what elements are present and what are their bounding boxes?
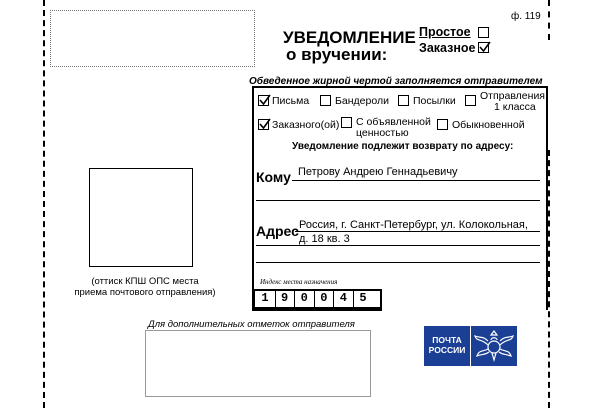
left-cut-line: [43, 0, 45, 408]
stamp-caption-1: (оттиск КПШ ОПС места: [91, 276, 199, 287]
item-first-class-label-1: Отправления: [480, 90, 545, 102]
russian-post-logo: [424, 326, 470, 366]
right-cut-line: [548, 150, 550, 408]
item-letters-label: Письма: [272, 95, 310, 107]
postcode-digit[interactable]: 1: [261, 291, 269, 305]
address-underline-3: [256, 262, 540, 263]
value-registered-checkbox[interactable]: [258, 119, 269, 130]
postcode-separator: [294, 289, 295, 308]
postcode-separator: [333, 289, 334, 308]
logo-line-1: ПОЧТА: [432, 335, 462, 345]
postcode-digit[interactable]: 0: [320, 291, 328, 305]
item-parcels-small-label: Бандероли: [335, 95, 389, 107]
postcode-digit[interactable]: 9: [280, 291, 289, 305]
recipient-underline-1: [292, 180, 540, 181]
postcode-digit[interactable]: 5: [359, 291, 367, 305]
form-number: ф. 119: [511, 11, 541, 22]
right-cut-line-top: [548, 0, 550, 40]
address-label: Адрес: [256, 223, 299, 239]
title-line-2: о вручении:: [286, 45, 388, 64]
value-declared-label-2: ценностью: [356, 127, 409, 139]
option-registered-label: Заказное: [419, 41, 476, 55]
address-line-1[interactable]: Россия, г. Санкт-Петербург, ул. Колокольная,: [299, 219, 528, 231]
item-letters-checkbox[interactable]: [258, 95, 269, 106]
option-simple-label: Простое: [419, 25, 471, 39]
item-parcels-label: Посылки: [413, 95, 456, 107]
eagle-emblem-icon: [471, 326, 517, 366]
postcode-separator: [314, 289, 315, 308]
address-underline-1: [295, 231, 540, 232]
recipient-underline-2: [256, 200, 540, 201]
value-declared-checkbox[interactable]: [341, 117, 352, 128]
check-icon: [258, 117, 272, 131]
option-registered-checkbox[interactable]: [478, 42, 489, 53]
check-icon: [478, 40, 492, 54]
option-simple-checkbox[interactable]: [478, 27, 489, 38]
recipient-label: Кому: [256, 169, 291, 185]
value-registered-label: Заказного(ой): [272, 119, 340, 131]
logo-line-2: РОССИИ: [428, 345, 466, 355]
title-line-1: УВЕДОМЛЕНИЕ: [283, 28, 416, 47]
stamp-box: [89, 168, 193, 267]
value-declared-label-1: С объявленной: [356, 116, 431, 128]
item-parcels-small-checkbox[interactable]: [320, 95, 331, 106]
address-underline-2: [256, 245, 540, 246]
sender-note: Обведенное жирной чертой заполняется отправителем: [249, 76, 543, 87]
extra-marks-box: [145, 330, 371, 397]
address-line-2[interactable]: д. 18 кв. 3: [299, 233, 350, 245]
postcode-label: Индекс места назначения: [260, 278, 338, 286]
postcode-digit[interactable]: 0: [300, 291, 308, 305]
recipient-value[interactable]: Петрову Андрею Геннадьевичу: [298, 166, 458, 178]
extra-marks-label: Для дополнительных отметок отправителя: [148, 319, 355, 330]
return-notice: Уведомление подлежит возврату по адресу:: [292, 141, 514, 152]
item-first-class-checkbox[interactable]: [465, 95, 476, 106]
item-first-class-label-2: 1 класса: [494, 101, 536, 113]
stamp-caption-2: приема почтового отправления): [74, 287, 216, 298]
check-icon: [258, 93, 272, 107]
postcode-separator: [275, 289, 276, 308]
sender-frame-bottom: [252, 309, 382, 311]
value-ordinary-label: Обыкновенной: [452, 119, 525, 131]
item-parcels-checkbox[interactable]: [398, 95, 409, 106]
address-window-box: [50, 10, 255, 67]
value-ordinary-checkbox[interactable]: [437, 119, 448, 130]
postcode-separator: [353, 289, 354, 308]
postcode-digit[interactable]: 4: [339, 291, 347, 305]
